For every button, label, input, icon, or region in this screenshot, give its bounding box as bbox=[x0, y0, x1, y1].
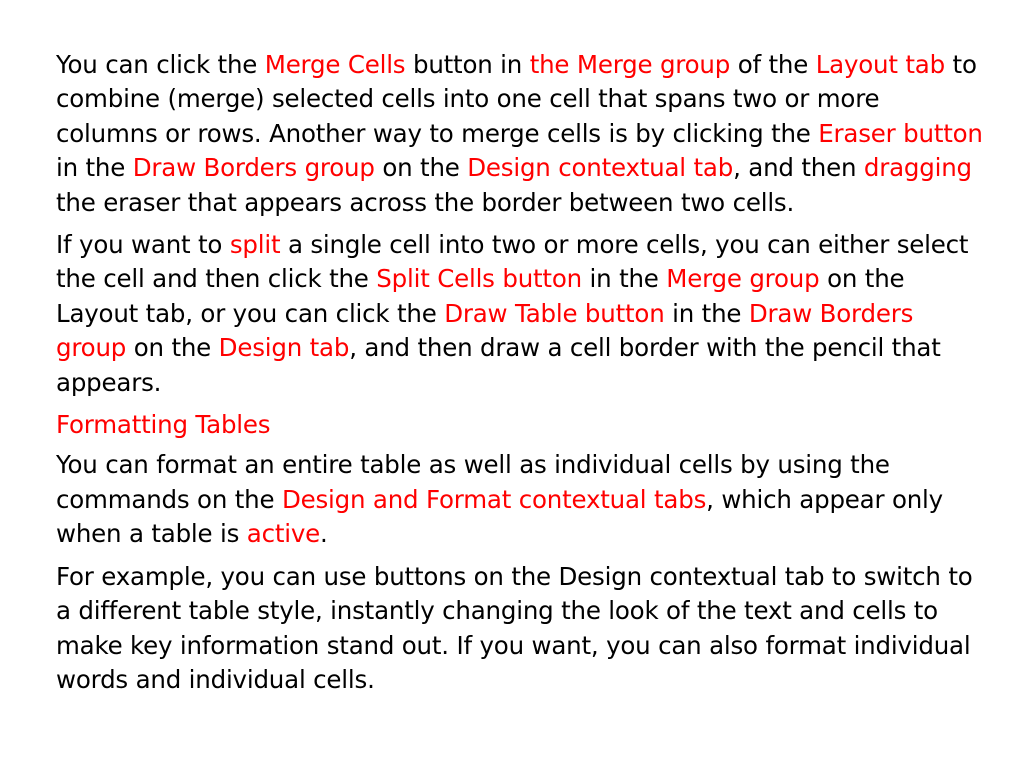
highlighted-term: Layout tab bbox=[815, 50, 945, 79]
highlighted-term: Formatting Tables bbox=[56, 410, 271, 440]
highlighted-term: Split Cells button bbox=[376, 264, 582, 294]
highlighted-term: Draw Borders group bbox=[132, 153, 375, 183]
slide-body bbox=[56, 48, 984, 697]
text-run: on the bbox=[126, 333, 219, 363]
highlighted-term: dragging bbox=[863, 153, 972, 183]
body-paragraph bbox=[56, 448, 984, 551]
highlighted-term: active bbox=[246, 519, 321, 549]
text-run: in the bbox=[664, 298, 749, 328]
text-run: the eraser that appears across the border between two cells. bbox=[56, 187, 795, 217]
body-paragraph bbox=[56, 560, 984, 698]
body-paragraph bbox=[56, 48, 984, 220]
text-run: on the bbox=[374, 153, 468, 183]
text-run: For example, you can use buttons on the Design contextual tab to switch to a different table style, instantly changing the look of the text and cells to make key information stand out. If you want, you can also format individual words and individual cells. bbox=[56, 561, 973, 694]
text-run: , which appear only when a table is bbox=[56, 484, 943, 549]
text-run: a single cell into two or more cells, you can either select the cell and then click the bbox=[56, 230, 969, 294]
highlighted-term: Design tab bbox=[218, 333, 350, 363]
text-run: , and then draw a cell border with the pencil that appears. bbox=[56, 333, 941, 397]
highlighted-term: Design and Format contextual tabs bbox=[281, 484, 707, 514]
highlighted-term: Draw Borders group bbox=[56, 298, 914, 363]
body-paragraph bbox=[56, 228, 984, 400]
highlighted-term: Eraser button bbox=[818, 118, 983, 148]
text-run: in the bbox=[56, 153, 133, 183]
text-run: You can click the bbox=[56, 50, 265, 79]
text-run: to combine (merge) selected cells into one cell that spans two or more columns or rows. Another way to merge cells is by clicking the bbox=[56, 50, 977, 148]
text-run: . bbox=[320, 519, 328, 549]
highlighted-term: Draw Table button bbox=[444, 298, 665, 328]
highlighted-term: the Merge group bbox=[529, 50, 731, 79]
text-run: You can format an entire table as well as individual cells by using the commands on the bbox=[56, 450, 890, 514]
text-run: of the bbox=[730, 50, 816, 79]
highlighted-term: Design contextual tab bbox=[467, 153, 734, 183]
text-run: If you want to bbox=[56, 230, 230, 260]
text-run: on the Layout tab, or you can click the bbox=[56, 264, 905, 328]
text-run: , and then bbox=[733, 153, 864, 183]
text-run: button in bbox=[405, 50, 530, 79]
text-run: in the bbox=[581, 264, 667, 294]
highlighted-term: Merge Cells bbox=[264, 50, 406, 79]
section-heading bbox=[56, 408, 984, 442]
highlighted-term: split bbox=[229, 230, 281, 260]
highlighted-term: Merge group bbox=[666, 264, 820, 294]
